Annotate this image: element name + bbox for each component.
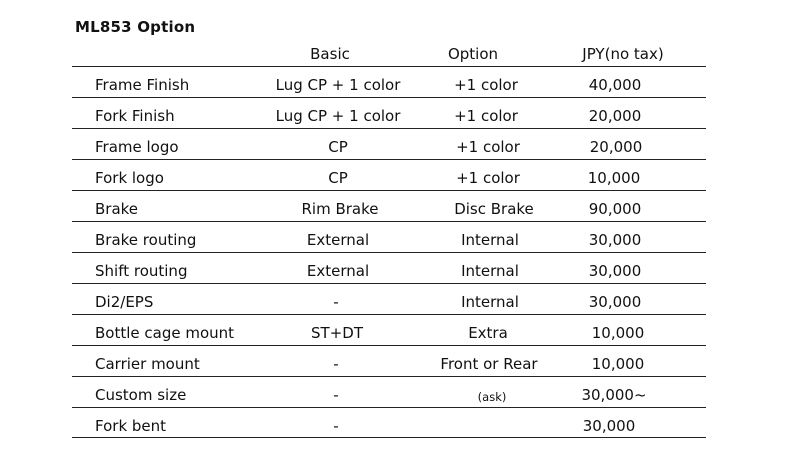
row-price: 30,000 [588,293,642,311]
row-price: 40,000 [588,76,642,94]
row-price: 30,000~ [581,386,647,404]
options-table [72,66,706,438]
row-basic: External [306,231,370,249]
row-item: Fork Finish [95,107,175,125]
row-item: Fork bent [95,417,167,435]
table-row [72,159,706,190]
table-row [72,314,706,345]
table-row [72,407,706,438]
row-price: 10,000 [591,324,645,342]
row-basic: - [333,386,339,404]
row-price: 20,000 [588,107,642,125]
row-basic: ST+DT [311,324,363,342]
row-item: Frame Finish [95,76,190,94]
row-option: +1 color [454,107,518,125]
row-basic: - [333,293,339,311]
row-price: 20,000 [589,138,643,156]
row-price: 30,000 [582,417,636,435]
row-price: 10,000 [591,355,645,373]
row-price: 30,000 [588,231,642,249]
row-item: Carrier mount [95,355,200,373]
column-header-option: Option [447,45,499,63]
table-row [72,345,706,376]
table-row [72,221,706,252]
row-price: 10,000 [587,169,641,187]
page-title: ML853 Option [75,18,196,36]
column-header-basic: Basic [310,45,350,63]
row-basic: CP [328,138,348,156]
table-row [72,252,706,283]
row-basic: - [333,417,339,435]
row-item: Frame logo [95,138,179,156]
table-row [72,376,706,407]
table-row [72,283,706,314]
row-option: Internal [461,293,519,311]
row-basic: External [306,262,370,280]
row-option: (ask) [477,390,507,404]
row-item: Brake [95,200,139,218]
row-option: Internal [461,231,519,249]
row-option: Front or Rear [440,355,538,373]
row-option: +1 color [456,138,520,156]
row-item: Fork logo [95,169,164,187]
row-basic: - [333,355,339,373]
row-option: Extra [468,324,508,342]
row-option: Internal [461,262,519,280]
row-basic: CP [328,169,348,187]
row-price: 30,000 [588,262,642,280]
row-item: Di2/EPS [95,293,154,311]
row-option: +1 color [454,76,518,94]
table-row [72,128,706,159]
table-row [72,66,706,97]
row-option: Disc Brake [454,200,534,218]
row-item: Bottle cage mount [95,324,235,342]
row-basic: Lug CP + 1 color [275,107,401,125]
row-basic: Lug CP + 1 color [275,76,401,94]
row-item: Brake routing [95,231,197,249]
table-row [72,97,706,128]
row-item: Custom size [95,386,187,404]
row-item: Shift routing [95,262,188,280]
row-price: 90,000 [588,200,642,218]
row-basic: Rim Brake [301,200,379,218]
table-row [72,190,706,221]
row-option: +1 color [456,169,520,187]
column-header-price: JPY(no tax) [582,45,664,63]
